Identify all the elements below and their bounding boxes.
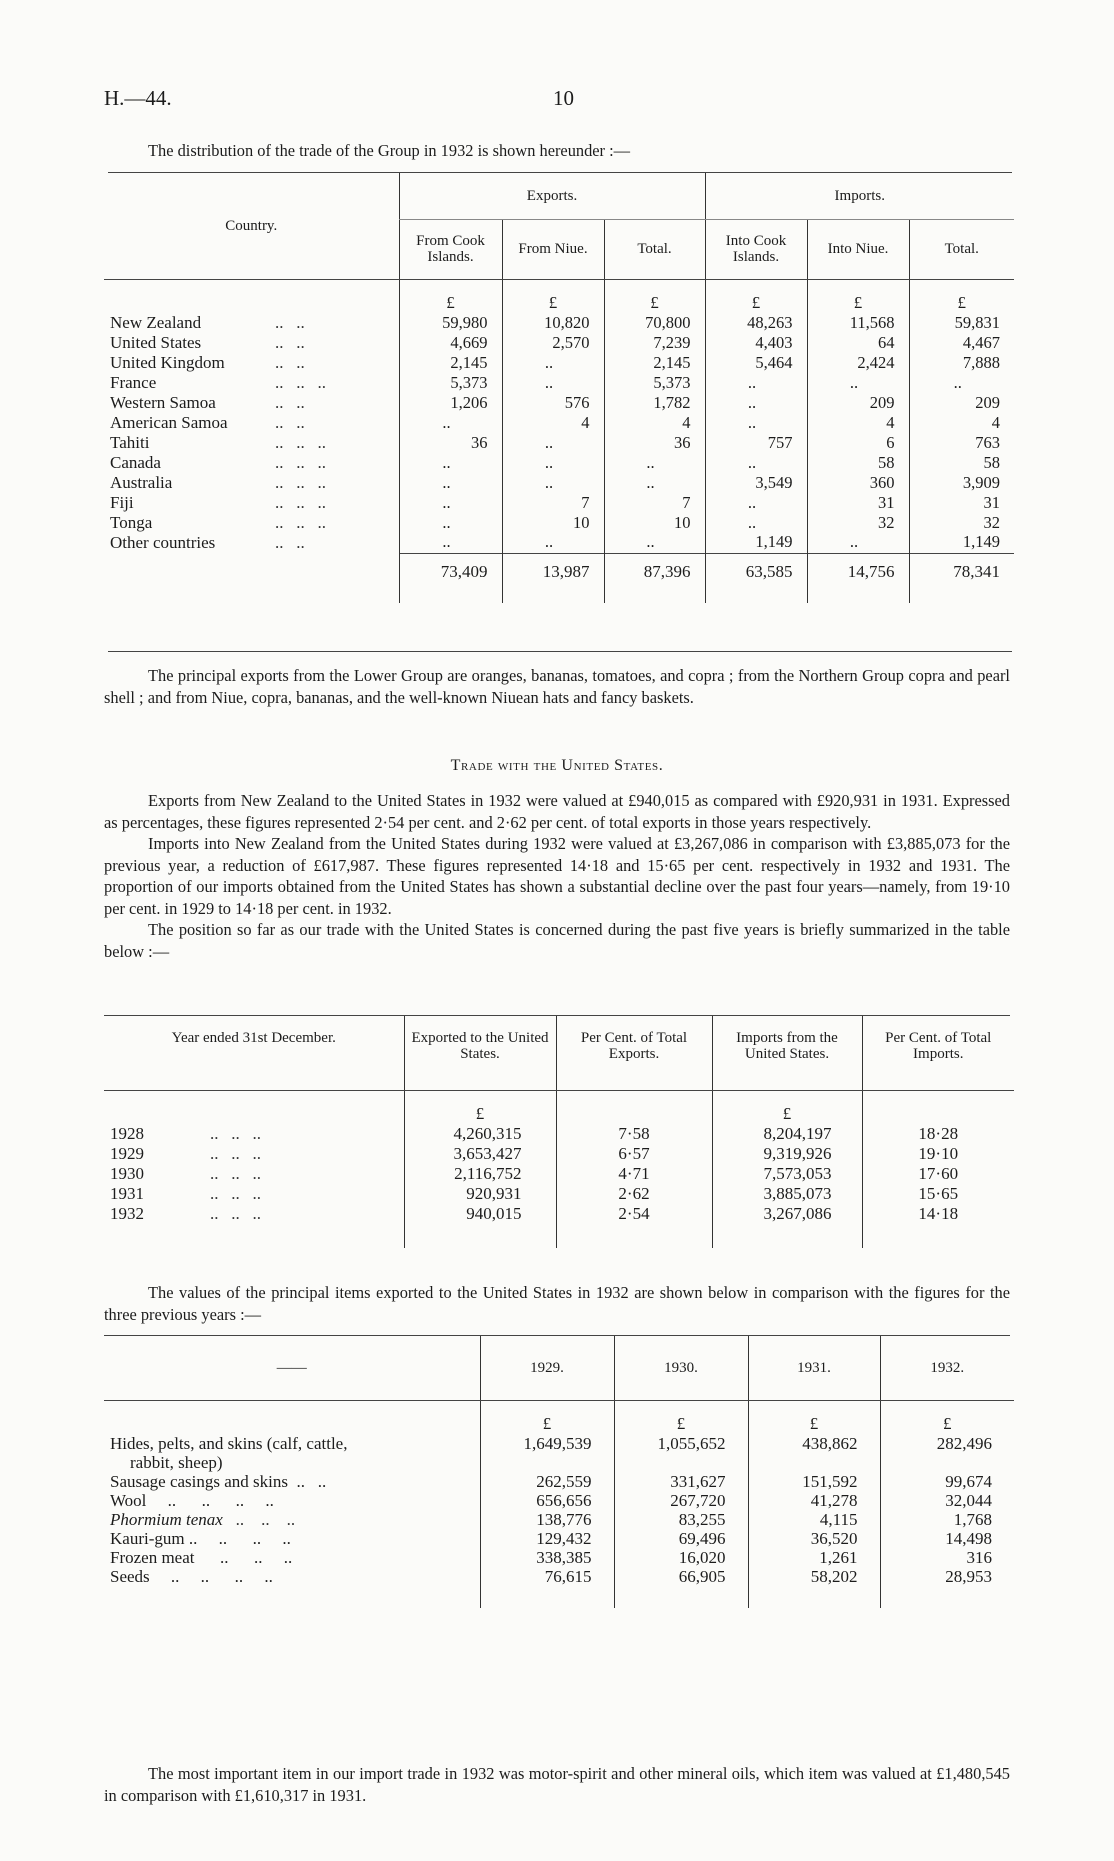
total-cell: 63,585 xyxy=(705,553,807,603)
empty-cell xyxy=(880,1586,1014,1608)
pct-exports-value: 7·58 xyxy=(556,1124,712,1144)
country-name: Fiji xyxy=(110,493,134,512)
imports-value: 3,885,073 xyxy=(712,1184,862,1204)
value-cell: 209 xyxy=(909,393,1014,413)
country-name: United States xyxy=(110,333,202,352)
leader-dots: .. .. xyxy=(275,333,305,352)
leader-dots: .. .. xyxy=(275,393,305,412)
exported-value: 920,931 xyxy=(404,1184,556,1204)
country-name: France xyxy=(110,373,157,392)
leader-dots: .. .. .. xyxy=(275,493,326,512)
value-cell: 36 xyxy=(399,433,502,453)
intro-paragraph xyxy=(104,140,1010,162)
empty-cell xyxy=(104,1400,480,1434)
leader-dots: .. .. xyxy=(275,413,305,432)
value-cell: 338,385 xyxy=(480,1548,614,1567)
table-row xyxy=(104,1164,1014,1184)
value-cell: 2,424 xyxy=(807,353,909,373)
year-label: 1928 xyxy=(110,1124,144,1143)
country-cell xyxy=(104,473,399,493)
currency-symbol: £ xyxy=(604,279,705,313)
document-code: H.—44. xyxy=(104,86,172,110)
table-row xyxy=(104,473,1014,493)
year-label: 1932 xyxy=(110,1204,144,1223)
value-cell: 360 xyxy=(807,473,909,493)
year-cell xyxy=(104,1204,404,1224)
value-cell: 36,520 xyxy=(748,1529,880,1548)
table-row xyxy=(104,393,1014,413)
empty-cell xyxy=(862,1090,1014,1124)
table-row xyxy=(104,493,1014,513)
value-cell: 4,467 xyxy=(909,333,1014,353)
table-row xyxy=(104,413,1014,433)
value-cell: 6 xyxy=(807,433,909,453)
value-cell: 10 xyxy=(502,513,604,533)
item-cell xyxy=(104,1567,480,1586)
closing-text: The most important item in our import trade in 1932 was motor-spirit and other mineral oils, which item was valued at £1,480,545 in comparison with £1,610,317 in 1931. xyxy=(104,1764,1010,1805)
leader-dots: .. .. .. xyxy=(210,1204,261,1223)
empty-cell xyxy=(614,1586,748,1608)
empty-cell xyxy=(862,1224,1014,1248)
country-name: Tonga xyxy=(110,513,153,532)
value-cell: 138,776 xyxy=(480,1510,614,1529)
value-cell: .. xyxy=(909,373,1014,393)
value-cell: .. xyxy=(705,453,807,473)
table-row xyxy=(104,453,1014,473)
exported-value: 940,015 xyxy=(404,1204,556,1224)
us-table-header: Exported to the United States. xyxy=(404,1016,556,1090)
value-cell: 1,649,539 xyxy=(480,1434,614,1472)
trade-subheader: From Niue. xyxy=(502,219,604,279)
value-cell: 83,255 xyxy=(614,1510,748,1529)
value-cell: 209 xyxy=(807,393,909,413)
value-cell: 2,145 xyxy=(399,353,502,373)
empty-cell xyxy=(748,1586,880,1608)
imports-value: 8,204,197 xyxy=(712,1124,862,1144)
value-cell: 129,432 xyxy=(480,1529,614,1548)
closing-paragraph xyxy=(104,1763,1010,1806)
item-cell xyxy=(104,1510,480,1529)
value-cell: 262,559 xyxy=(480,1472,614,1491)
empty-cell xyxy=(712,1224,862,1248)
country-cell xyxy=(104,533,399,553)
totals-row xyxy=(104,553,1014,603)
empty-cell xyxy=(104,1090,404,1124)
table-row xyxy=(104,313,1014,333)
item-name: Seeds .. .. .. .. xyxy=(110,1567,273,1586)
country-name: Australia xyxy=(110,473,173,492)
item-name-continued: rabbit, sheep) xyxy=(130,1453,223,1472)
currency-symbol: £ xyxy=(748,1400,880,1434)
us-table-header: Per Cent. of Total Imports. xyxy=(862,1016,1014,1090)
value-cell: 656,656 xyxy=(480,1491,614,1510)
value-cell: 11,568 xyxy=(807,313,909,333)
value-cell: 48,263 xyxy=(705,313,807,333)
country-name: Canada xyxy=(110,453,161,472)
country-cell xyxy=(104,493,399,513)
pct-exports-value: 2·62 xyxy=(556,1184,712,1204)
total-cell: 73,409 xyxy=(399,553,502,603)
us-table-header: Imports from the United States. xyxy=(712,1016,862,1090)
leader-dots: .. .. xyxy=(275,313,305,332)
table-row xyxy=(104,1184,1014,1204)
country-name: Other countries xyxy=(110,533,216,552)
value-cell: .. xyxy=(399,513,502,533)
leader-dots: .. .. .. xyxy=(275,433,326,452)
value-cell: 4 xyxy=(807,413,909,433)
currency-symbol: £ xyxy=(807,279,909,313)
trade-distribution-table xyxy=(104,173,1014,603)
value-cell: 64 xyxy=(807,333,909,353)
value-cell: 10 xyxy=(604,513,705,533)
total-cell: 87,396 xyxy=(604,553,705,603)
trade-subheader: Total. xyxy=(909,219,1014,279)
country-name: New Zealand xyxy=(110,313,202,332)
country-cell-empty xyxy=(104,279,399,313)
pct-exports-value: 4·71 xyxy=(556,1164,712,1184)
currency-symbol: £ xyxy=(909,279,1014,313)
values-text: The values of the principal items exported to the United States in 1932 are shown below in comparison with the figures for the three previous years :— xyxy=(104,1283,1010,1324)
country-cell xyxy=(104,433,399,453)
value-cell: 1,782 xyxy=(604,393,705,413)
currency-row xyxy=(104,279,1014,313)
country-name: Tahiti xyxy=(110,433,150,452)
value-cell: .. xyxy=(604,473,705,493)
value-cell: .. xyxy=(502,533,604,553)
us-paragraphs xyxy=(104,790,1010,962)
table-row xyxy=(104,1434,1014,1472)
table-bottom-rule xyxy=(108,651,1012,652)
item-name: Hides, pelts, and skins (calf, cattle, xyxy=(110,1434,348,1453)
value-cell: 151,592 xyxy=(748,1472,880,1491)
leader-dots: .. .. .. xyxy=(210,1164,261,1183)
value-cell: .. xyxy=(705,393,807,413)
values-paragraph xyxy=(104,1282,1010,1325)
empty-cell xyxy=(480,1586,614,1608)
value-cell: 59,831 xyxy=(909,313,1014,333)
item-cell xyxy=(104,1529,480,1548)
value-cell: 282,496 xyxy=(880,1434,1014,1472)
value-cell: 32 xyxy=(909,513,1014,533)
value-cell: 331,627 xyxy=(614,1472,748,1491)
value-cell: 32 xyxy=(807,513,909,533)
total-cell: 13,987 xyxy=(502,553,604,603)
value-cell: 1,149 xyxy=(909,533,1014,553)
table-row xyxy=(104,373,1014,393)
exported-value: 4,260,315 xyxy=(404,1124,556,1144)
year-label: 1931 xyxy=(110,1184,144,1203)
value-cell: 5,373 xyxy=(604,373,705,393)
empty-cell xyxy=(104,1586,480,1608)
leader-dots: .. .. .. xyxy=(210,1124,261,1143)
section-heading: Trade with the United States. xyxy=(450,757,664,774)
page-number: 10 xyxy=(553,86,574,110)
table-row xyxy=(104,1204,1014,1224)
table-row xyxy=(104,333,1014,353)
trade-subheader: Into Cook Islands. xyxy=(705,219,807,279)
leader-dots: .. .. .. xyxy=(275,513,326,532)
item-name: Phormium tenax xyxy=(110,1510,223,1529)
country-cell xyxy=(104,393,399,413)
value-cell: 5,373 xyxy=(399,373,502,393)
item-name: Wool .. .. .. .. xyxy=(110,1491,274,1510)
pct-imports-value: 17·60 xyxy=(862,1164,1014,1184)
value-cell: 58 xyxy=(807,453,909,473)
value-cell: 3,549 xyxy=(705,473,807,493)
year-cell xyxy=(104,1144,404,1164)
value-cell: 4 xyxy=(909,413,1014,433)
value-cell: 1,206 xyxy=(399,393,502,413)
currency-symbol: £ xyxy=(712,1090,862,1124)
leader-dots: .. .. .. xyxy=(210,1184,261,1203)
item-name: Frozen meat .. .. .. xyxy=(110,1548,293,1567)
value-cell: 70,800 xyxy=(604,313,705,333)
value-cell: 41,278 xyxy=(748,1491,880,1510)
us-trade-table xyxy=(104,1016,1014,1248)
value-cell: 4,403 xyxy=(705,333,807,353)
value-cell: .. xyxy=(399,473,502,493)
item-cell xyxy=(104,1434,480,1472)
currency-symbol: £ xyxy=(705,279,807,313)
value-cell: 576 xyxy=(502,393,604,413)
value-cell: 99,674 xyxy=(880,1472,1014,1491)
table-row xyxy=(104,513,1014,533)
value-cell: .. xyxy=(502,353,604,373)
leader-dots: .. .. xyxy=(275,533,305,552)
value-cell: 16,020 xyxy=(614,1548,748,1567)
value-cell: 267,720 xyxy=(614,1491,748,1510)
value-cell: 7 xyxy=(604,493,705,513)
table-row xyxy=(104,1567,1014,1586)
value-cell: 1,149 xyxy=(705,533,807,553)
country-cell xyxy=(104,333,399,353)
value-cell: 763 xyxy=(909,433,1014,453)
country-cell xyxy=(104,353,399,373)
value-cell: 7,239 xyxy=(604,333,705,353)
exported-value: 2,116,752 xyxy=(404,1164,556,1184)
value-cell: 58 xyxy=(909,453,1014,473)
value-cell: 757 xyxy=(705,433,807,453)
country-cell xyxy=(104,453,399,473)
table-row xyxy=(104,433,1014,453)
exports-paragraph xyxy=(104,665,1010,708)
spacer-row xyxy=(104,1224,1014,1248)
value-cell: 4,669 xyxy=(399,333,502,353)
country-name: American Samoa xyxy=(110,413,228,432)
empty-cell xyxy=(104,1224,404,1248)
value-cell: 59,980 xyxy=(399,313,502,333)
trade-subheader: Into Niue. xyxy=(807,219,909,279)
item-cell xyxy=(104,1548,480,1567)
value-cell: 438,862 xyxy=(748,1434,880,1472)
value-cell: 10,820 xyxy=(502,313,604,333)
value-cell: 316 xyxy=(880,1548,1014,1567)
year-header: 1932. xyxy=(880,1336,1014,1400)
spacer-row xyxy=(104,1586,1014,1608)
value-cell: .. xyxy=(604,453,705,473)
table-row xyxy=(104,1529,1014,1548)
item-name: Sausage casings and skins .. .. xyxy=(110,1472,327,1491)
leader-dots: .. .. .. xyxy=(275,373,326,392)
value-cell: .. xyxy=(399,533,502,553)
value-cell: 7 xyxy=(502,493,604,513)
value-cell: 14,498 xyxy=(880,1529,1014,1548)
value-cell: .. xyxy=(705,513,807,533)
currency-row xyxy=(104,1400,1014,1434)
pct-exports-value: 2·54 xyxy=(556,1204,712,1224)
value-cell: 4 xyxy=(604,413,705,433)
table-row xyxy=(104,1510,1014,1529)
value-cell: 32,044 xyxy=(880,1491,1014,1510)
value-cell: 66,905 xyxy=(614,1567,748,1586)
country-name: United Kingdom xyxy=(110,353,225,372)
principal-items-table xyxy=(104,1336,1014,1608)
value-cell: .. xyxy=(604,533,705,553)
us-paragraph-3: The position so far as our trade with the United States is concerned during the past five years is briefly summarized in the table below :— xyxy=(104,920,1010,961)
value-cell: 31 xyxy=(909,493,1014,513)
value-cell: .. xyxy=(807,533,909,553)
exports-text: The principal exports from the Lower Group are oranges, bananas, tomatoes, and copra ; from the Northern Group copra and pearl shell ; and from Niue, copra, bananas, and the well-known Niuean hats and fancy baskets. xyxy=(104,666,1010,707)
value-cell: 2,570 xyxy=(502,333,604,353)
country-cell xyxy=(104,373,399,393)
value-cell: .. xyxy=(399,453,502,473)
year-cell xyxy=(104,1124,404,1144)
table-row xyxy=(104,353,1014,373)
us-table-header: Per Cent. of Total Exports. xyxy=(556,1016,712,1090)
us-paragraph-1: Exports from New Zealand to the United States in 1932 were valued at £940,015 as compared with £920,931 in 1931. Expressed as percentages, these figures represented 2·54 per cent. and 2·62 per cent. of total exports in those years respectively. xyxy=(104,791,1010,832)
leader-dots: .. .. .. xyxy=(222,1510,296,1529)
value-cell: 1,768 xyxy=(880,1510,1014,1529)
value-cell: 5,464 xyxy=(705,353,807,373)
year-label: 1929 xyxy=(110,1144,144,1163)
value-cell: .. xyxy=(399,493,502,513)
country-cell xyxy=(104,313,399,333)
us-paragraph-2: Imports into New Zealand from the United States during 1932 were valued at £3,267,086 in comparison with £3,885,073 for the previous year, a reduction of £617,987. These figures represented 14·18 and 15·65 per cent. respectively in 1932 and 1931. The proportion of our imports obtained from the United States has shown a substantial decline over the past four years—namely, from 19·10 per cent. in 1929 to 14·18 per cent. in 1932. xyxy=(104,834,1010,918)
dash-header: —— xyxy=(104,1336,480,1400)
value-cell: 2,145 xyxy=(604,353,705,373)
value-cell: 4 xyxy=(502,413,604,433)
table-row xyxy=(104,533,1014,553)
value-cell: .. xyxy=(502,433,604,453)
trade-subheader: Total. xyxy=(604,219,705,279)
currency-symbol: £ xyxy=(399,279,502,313)
imports-value: 7,573,053 xyxy=(712,1164,862,1184)
imports-value: 3,267,086 xyxy=(712,1204,862,1224)
year-header: 1930. xyxy=(614,1336,748,1400)
year-cell xyxy=(104,1184,404,1204)
value-cell: 58,202 xyxy=(748,1567,880,1586)
exports-header: Exports. xyxy=(399,173,705,219)
trade-subheader: From Cook Islands. xyxy=(399,219,502,279)
year-header: 1931. xyxy=(748,1336,880,1400)
value-cell: .. xyxy=(705,493,807,513)
us-table-header: Year ended 31st December. xyxy=(104,1016,404,1090)
value-cell: 76,615 xyxy=(480,1567,614,1586)
year-cell xyxy=(104,1164,404,1184)
leader-dots: .. .. .. xyxy=(275,453,326,472)
pct-exports-value: 6·57 xyxy=(556,1144,712,1164)
leader-dots: .. .. .. xyxy=(275,473,326,492)
country-name: Western Samoa xyxy=(110,393,216,412)
value-cell: .. xyxy=(807,373,909,393)
table-row xyxy=(104,1472,1014,1491)
imports-value: 9,319,926 xyxy=(712,1144,862,1164)
currency-symbol: £ xyxy=(480,1400,614,1434)
value-cell: 1,261 xyxy=(748,1548,880,1567)
total-cell: 78,341 xyxy=(909,553,1014,603)
imports-header: Imports. xyxy=(705,173,1014,219)
item-cell xyxy=(104,1472,480,1491)
value-cell: 36 xyxy=(604,433,705,453)
value-cell: 1,055,652 xyxy=(614,1434,748,1472)
country-cell xyxy=(104,513,399,533)
value-cell: 69,496 xyxy=(614,1529,748,1548)
pct-imports-value: 19·10 xyxy=(862,1144,1014,1164)
table-row xyxy=(104,1548,1014,1567)
pct-imports-value: 15·65 xyxy=(862,1184,1014,1204)
leader-dots: .. .. xyxy=(275,353,305,372)
item-name: Kauri-gum .. .. .. .. xyxy=(110,1529,291,1548)
empty-cell xyxy=(556,1090,712,1124)
table-row xyxy=(104,1144,1014,1164)
country-cell xyxy=(104,413,399,433)
value-cell: .. xyxy=(705,413,807,433)
value-cell: 28,953 xyxy=(880,1567,1014,1586)
value-cell: .. xyxy=(502,473,604,493)
value-cell: .. xyxy=(502,373,604,393)
currency-symbol: £ xyxy=(502,279,604,313)
empty-cell xyxy=(404,1224,556,1248)
total-cell: 14,756 xyxy=(807,553,909,603)
year-header: 1929. xyxy=(480,1336,614,1400)
currency-row xyxy=(104,1090,1014,1124)
value-cell: 3,909 xyxy=(909,473,1014,493)
totals-label-empty xyxy=(104,553,399,603)
currency-symbol: £ xyxy=(880,1400,1014,1434)
country-header: Country. xyxy=(104,173,399,279)
value-cell: 31 xyxy=(807,493,909,513)
value-cell: .. xyxy=(502,453,604,473)
year-label: 1930 xyxy=(110,1164,144,1183)
value-cell: 4,115 xyxy=(748,1510,880,1529)
table-row xyxy=(104,1491,1014,1510)
value-cell: .. xyxy=(705,373,807,393)
pct-imports-value: 18·28 xyxy=(862,1124,1014,1144)
item-cell xyxy=(104,1491,480,1510)
currency-symbol: £ xyxy=(404,1090,556,1124)
empty-cell xyxy=(556,1224,712,1248)
exported-value: 3,653,427 xyxy=(404,1144,556,1164)
intro-text: The distribution of the trade of the Group in 1932 is shown hereunder :— xyxy=(148,141,631,160)
value-cell: 7,888 xyxy=(909,353,1014,373)
currency-symbol: £ xyxy=(614,1400,748,1434)
table-row xyxy=(104,1124,1014,1144)
pct-imports-value: 14·18 xyxy=(862,1204,1014,1224)
leader-dots: .. .. .. xyxy=(210,1144,261,1163)
value-cell: .. xyxy=(399,413,502,433)
